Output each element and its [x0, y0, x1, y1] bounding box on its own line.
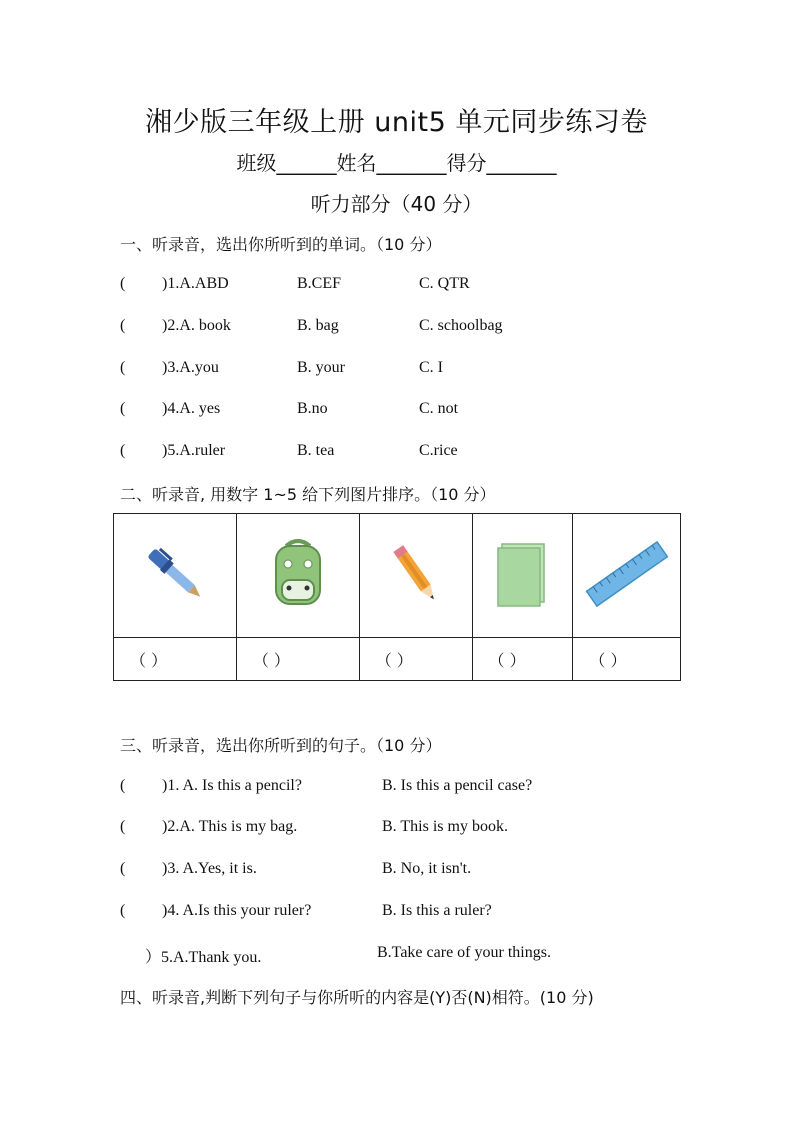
pencil-icon — [381, 534, 451, 614]
answer-blank-2[interactable]: （ ） — [236, 638, 359, 681]
section3-item-5-a: ）5.A.Thank you. — [145, 949, 262, 966]
book-icon — [492, 538, 552, 610]
section1-item-4-b: B.no — [297, 400, 328, 417]
section3-item-5-b: B.Take care of your things. — [377, 944, 551, 961]
answer-blank-5[interactable]: （ ） — [573, 638, 681, 681]
section2-heading: 二、听录音, 用数字 1~5 给下列图片排序。（10 分） — [120, 485, 496, 504]
answer-blank-1[interactable]: （ ） — [114, 638, 237, 681]
section1-item-1-b: B.CEF — [297, 275, 342, 292]
answer-blank-3[interactable]: （ ） — [359, 638, 472, 681]
section1-item-4-a: )4.A. yes — [162, 400, 221, 417]
section1-item-2-paren: ( — [120, 317, 126, 334]
section1-heading: 一、听录音，选出你所听到的单词。（10 分） — [120, 235, 442, 254]
section3-item-4-paren: ( — [120, 902, 126, 919]
section3-item-4-a: )4. A.Is this your ruler? — [162, 902, 312, 919]
section1-item-5-a: )5.A.ruler — [162, 442, 226, 459]
section1-item-3-a: )3.A.you — [162, 359, 219, 376]
section1-item-1-a: )1.A.ABD — [162, 275, 229, 292]
section1-item-2-b: B. bag — [297, 317, 339, 334]
picture-cell-ruler — [573, 514, 681, 638]
student-info-line: 班级______姓名_______得分_______ — [236, 151, 557, 175]
section3-item-4-b: B. Is this a ruler? — [382, 902, 492, 919]
section1-item-3-c: C. I — [419, 359, 443, 376]
picture-cell-backpack — [236, 514, 359, 638]
section3-item-3-b: B. No, it isn't. — [382, 860, 472, 877]
section1-item-3-b: B. your — [297, 359, 345, 376]
section1-item-5-c: C.rice — [419, 442, 458, 459]
answer-blank-4[interactable]: （ ） — [472, 638, 573, 681]
picture-cell-pen — [114, 514, 237, 638]
section3-item-1-b: B. Is this a pencil case? — [382, 777, 533, 794]
section3-item-2-b: B. This is my book. — [382, 818, 508, 835]
listening-part-heading: 听力部分（40 分） — [310, 192, 483, 216]
section4-heading: 四、听录音,判断下列句子与你所听的内容是(Y)否(N)相符。(10 分) — [120, 988, 594, 1007]
section1-item-1-c: C. QTR — [419, 275, 470, 292]
section3-item-2-paren: ( — [120, 818, 126, 835]
section1-item-4-paren: ( — [120, 400, 126, 417]
section1-item-2-c: C. schoolbag — [419, 317, 503, 334]
picture-cell-pencil — [359, 514, 472, 638]
section3-item-2-a: )2.A. This is my bag. — [162, 818, 298, 835]
section3-item-1-a: )1. A. Is this a pencil? — [162, 777, 302, 794]
section1-item-4-c: C. not — [419, 400, 459, 417]
section3-item-3-paren: ( — [120, 860, 126, 877]
section3-heading: 三、听录音，选出你所听到的句子。（10 分） — [120, 736, 442, 755]
pen-icon — [135, 534, 215, 614]
page-title: 湘少版三年级上册 unit5 单元同步练习卷 — [145, 107, 648, 138]
section3-item-1-paren: ( — [120, 777, 126, 794]
section1-item-2-a: )2.A. book — [162, 317, 231, 334]
section1-item-5-paren: ( — [120, 442, 126, 459]
ruler-icon — [582, 539, 672, 609]
picture-cell-book — [472, 514, 573, 638]
picture-ordering-table — [113, 513, 681, 681]
section1-item-5-b: B. tea — [297, 442, 335, 459]
section3-item-3-a: )3. A.Yes, it is. — [162, 860, 257, 877]
backpack-icon — [258, 534, 338, 614]
section1-item-1-paren: ( — [120, 275, 126, 292]
section1-item-3-paren: ( — [120, 359, 126, 376]
